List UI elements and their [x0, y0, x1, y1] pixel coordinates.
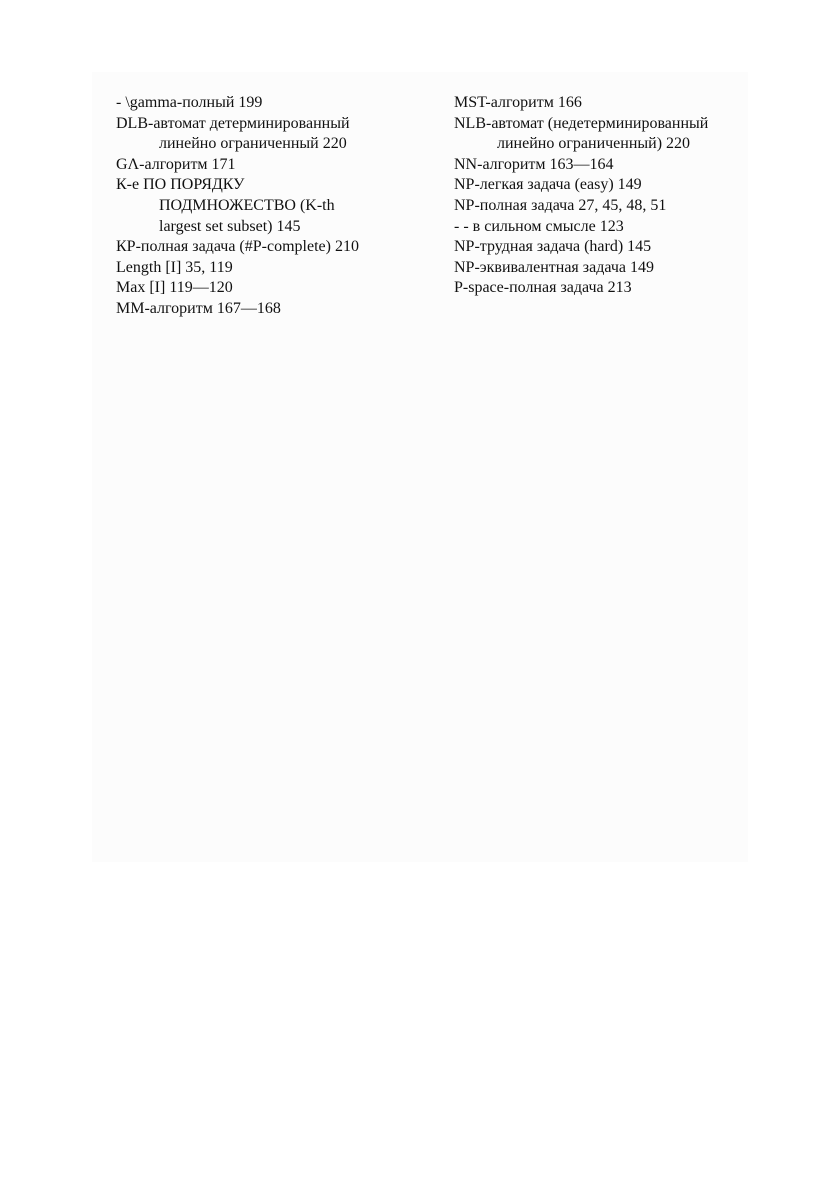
index-entry	[454, 278, 754, 299]
entry-line: NLB-автомат (недетерминированный	[454, 114, 709, 132]
entry-line: GΛ-алгоритм 171	[116, 155, 236, 173]
entry-line: NN-алгоритм 163—164	[454, 155, 614, 173]
entry-line: К-е ПО ПОРЯДКУ	[116, 176, 245, 194]
entry-continuation: линейно ограниченный) 220	[497, 135, 691, 153]
index-entry	[454, 258, 754, 279]
entry-line: - \gamma-полный 199	[116, 94, 263, 111]
index-entry	[454, 114, 754, 155]
entry-line: DLB-автомат детерминированный	[116, 114, 350, 132]
index-entry	[454, 155, 754, 176]
entry-line: Max [I] 119—120	[116, 279, 233, 297]
index-entry	[116, 299, 416, 320]
entry-line: NP-эквивалентная задача 149	[454, 258, 654, 276]
index-entry	[454, 237, 754, 258]
index-entry	[116, 278, 416, 299]
entry-line: NP-полная задача 27, 45, 48, 51	[454, 196, 667, 214]
index-entry	[116, 93, 416, 114]
index-entry	[116, 237, 416, 258]
index-entry	[116, 155, 416, 176]
entry-continuation: линейно ограниченный 220	[159, 135, 347, 153]
entry-line: NP-легкая задача (easy) 149	[454, 176, 642, 194]
entry-line: MST-алгоритм 166	[454, 94, 582, 111]
index-entry	[454, 196, 754, 217]
entry-line: - - в сильном смысле 123	[454, 217, 624, 235]
index-entry	[116, 175, 416, 237]
index-entry	[454, 93, 754, 114]
entry-line: ММ-алгоритм 167—168	[116, 299, 281, 317]
entry-continuation: largest set subset) 145	[159, 217, 301, 235]
entry-continuation: ПОДМНОЖЕСТВО (K-th	[159, 196, 335, 214]
index-entry	[116, 258, 416, 279]
entry-line: P-space-полная задача 213	[454, 279, 632, 297]
index-left-column	[116, 93, 416, 320]
entry-line: КР-полная задача (#P-complete) 210	[116, 238, 359, 256]
index-entry	[116, 114, 416, 155]
index-entry	[454, 175, 754, 196]
index-entry	[454, 217, 754, 238]
entry-line: NP-трудная задача (hard) 145	[454, 238, 652, 256]
index-right-column	[454, 93, 754, 299]
entry-line: Length [I] 35, 119	[116, 258, 233, 276]
